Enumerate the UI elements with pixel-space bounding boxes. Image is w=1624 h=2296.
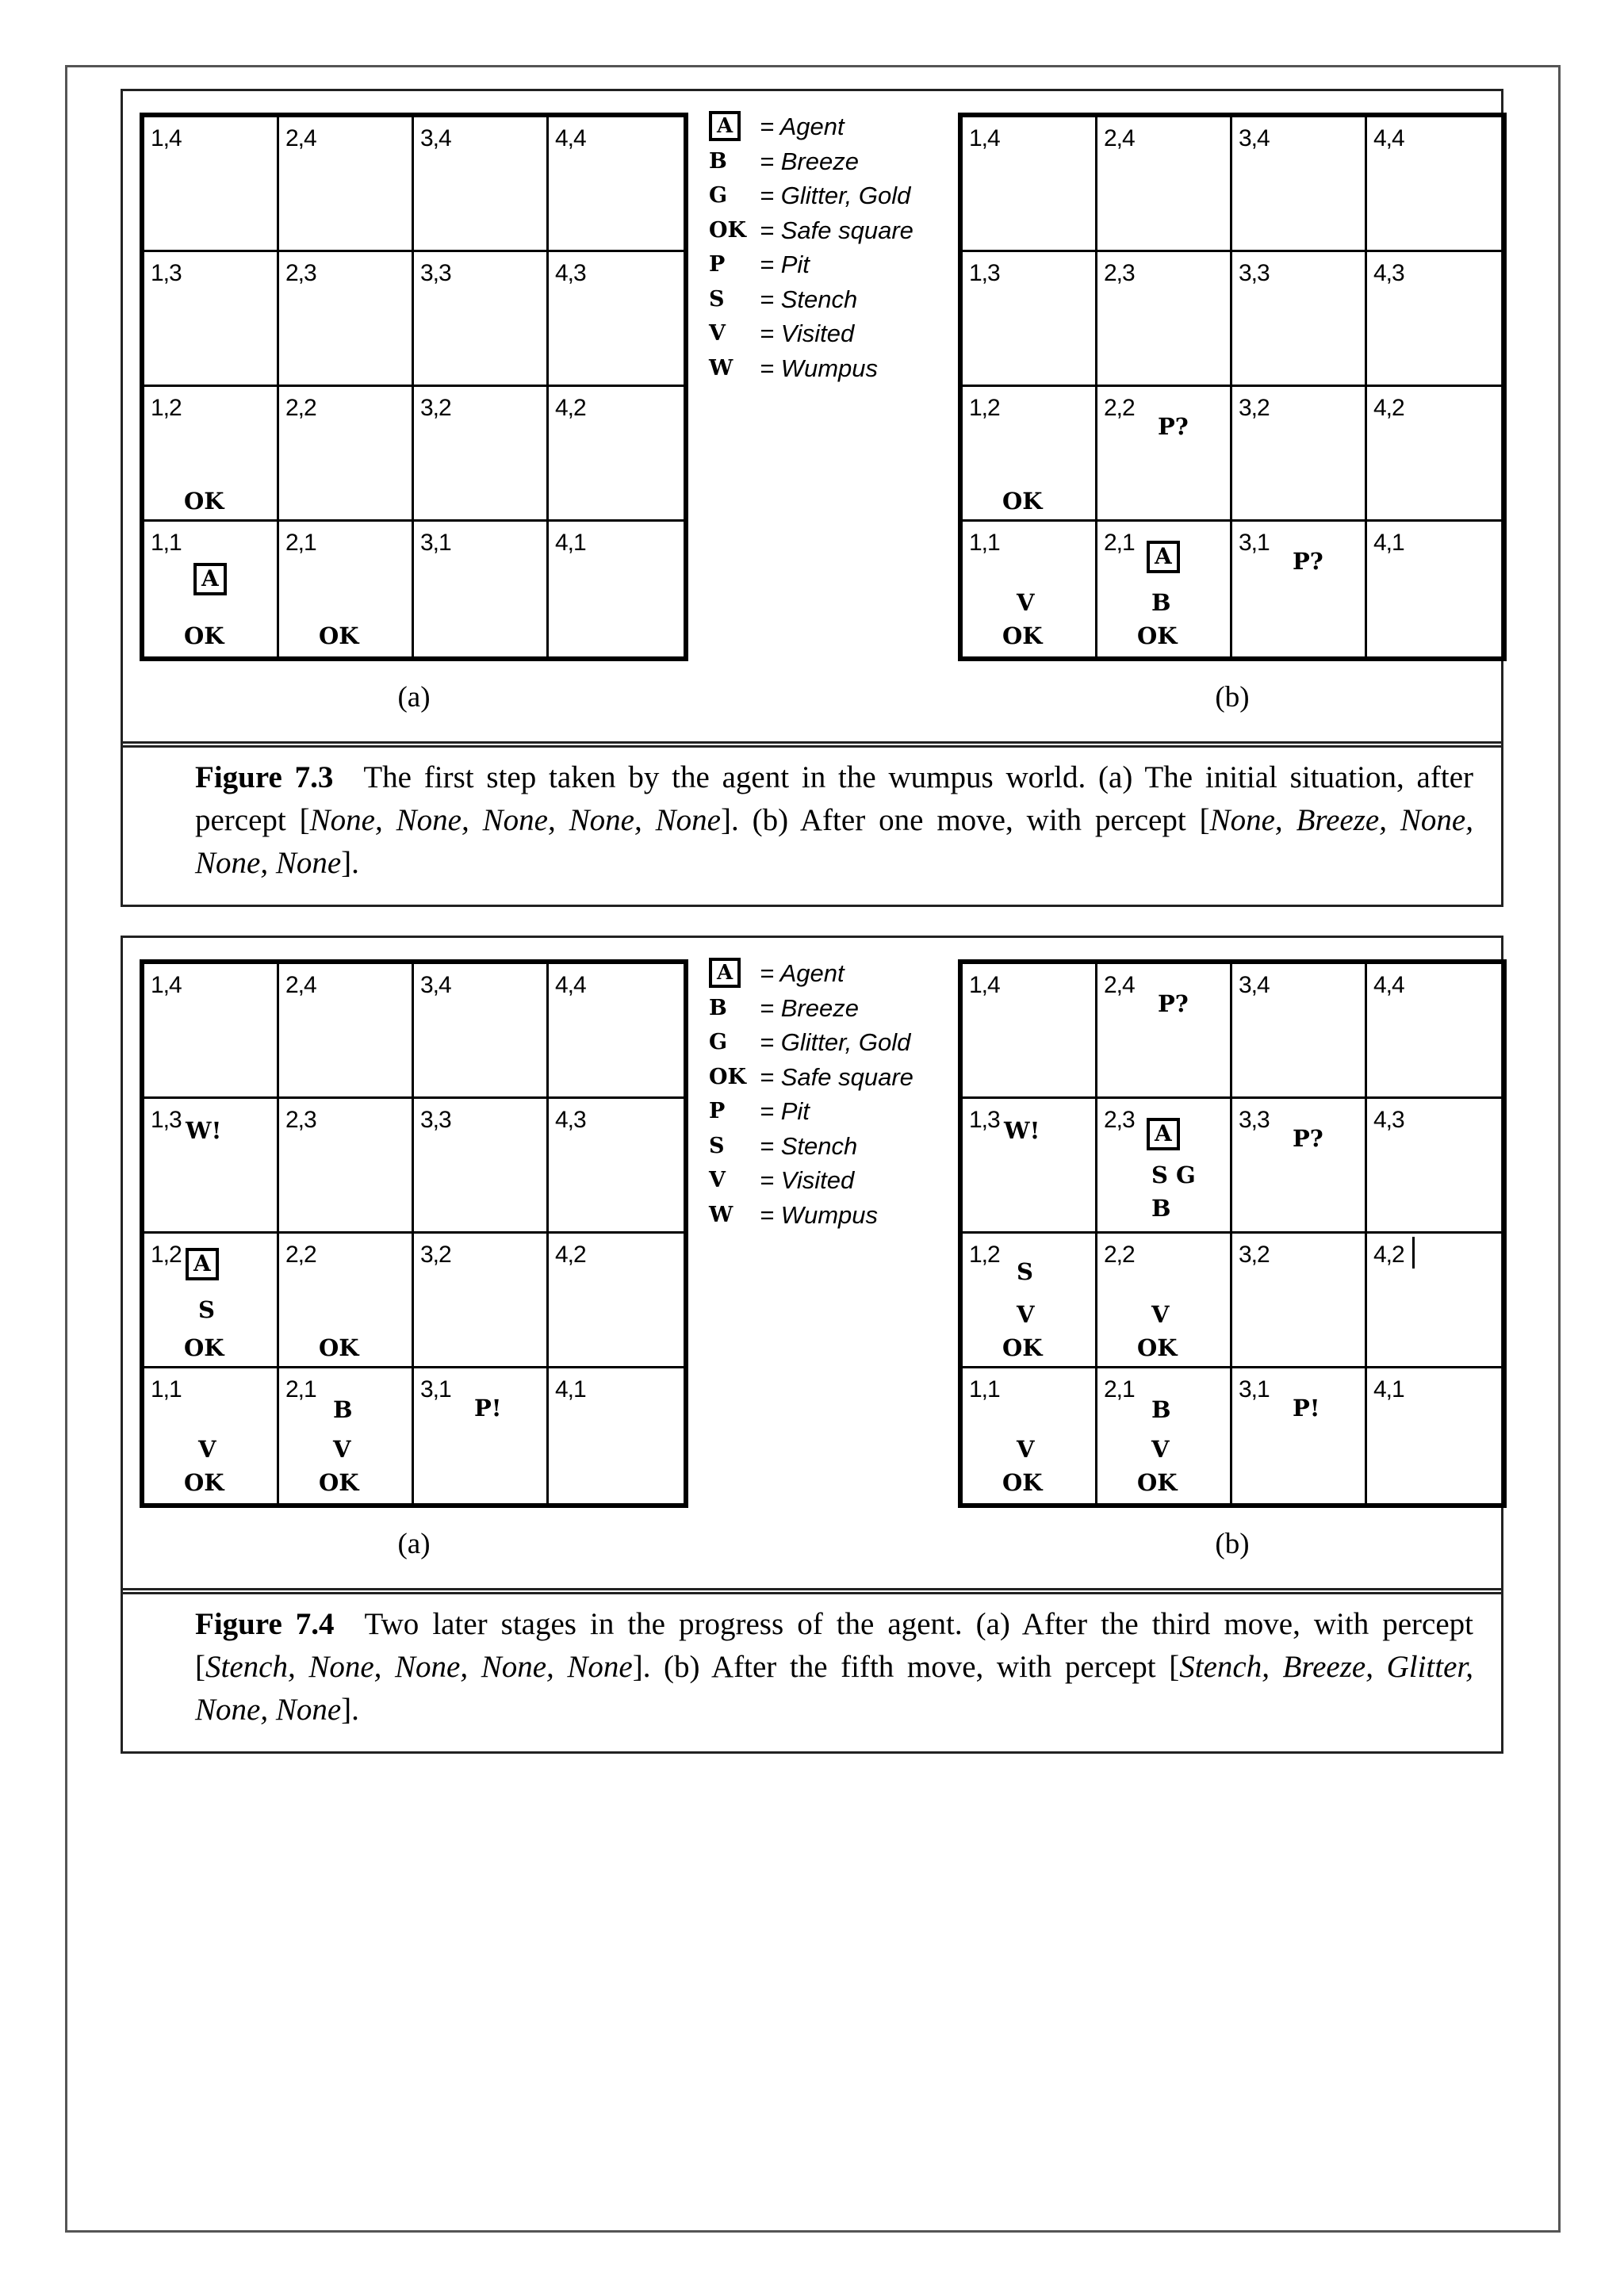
subfigure-label: (b) (1215, 1528, 1250, 1560)
grid-cell (144, 1234, 279, 1368)
cell-mark: OK (184, 622, 224, 649)
subfigure-label: (a) (397, 1528, 431, 1560)
legend-item (709, 1096, 971, 1127)
legend-symbol: OK (709, 1064, 746, 1089)
cell-mark: OK (1002, 622, 1043, 649)
grid-cell (279, 387, 414, 522)
cell-mark: S (198, 1296, 215, 1323)
grid-cell (279, 1368, 414, 1503)
cell-coordinate: 2,3 (285, 1107, 316, 1133)
cell-coordinate: 3,4 (1239, 125, 1270, 151)
cell-mark: B (333, 1396, 353, 1423)
legend-description: = Stench (760, 1131, 858, 1160)
grid-cell (1232, 1234, 1367, 1368)
legend-description: = Pit (760, 1097, 810, 1125)
wumpus-grid-7-4-b (958, 959, 1507, 1508)
agent-marker: A (1147, 541, 1180, 573)
legend-item (709, 180, 971, 212)
cell-coordinate: 1,2 (151, 395, 182, 421)
legend-item (709, 111, 971, 143)
cell-mark: W! (1004, 1117, 1040, 1144)
cell-coordinate: 2,2 (285, 1242, 316, 1268)
grid-cell (279, 117, 414, 252)
caption-text: ]. (b) After the fifth move, with percept [ (632, 1650, 1180, 1684)
cell-coordinate: 3,4 (420, 972, 451, 998)
cell-coordinate: 3,3 (1239, 260, 1270, 286)
grid-cell (1367, 387, 1502, 522)
cell-coordinate: 4,1 (555, 1376, 586, 1402)
legend-item (709, 1200, 971, 1231)
legend-symbol: W (709, 355, 733, 381)
cell-coordinate: 2,2 (285, 395, 316, 421)
grid-cell (549, 252, 684, 387)
legend-symbol: S (709, 286, 725, 312)
legend-item (709, 318, 971, 350)
cell-mark: OK (1137, 622, 1178, 649)
grid-cell (549, 522, 684, 656)
cell-coordinate: 3,1 (420, 1376, 451, 1402)
cell-coordinate: 1,2 (151, 1242, 182, 1268)
legend-symbol: P (709, 1099, 726, 1123)
grid-cell (144, 522, 279, 656)
legend-item (709, 1027, 971, 1058)
grid-cell (963, 964, 1097, 1099)
cell-coordinate: 3,2 (1239, 1242, 1270, 1268)
cell-coordinate: 1,1 (969, 1376, 1000, 1402)
cell-coordinate: 2,4 (285, 125, 316, 151)
grid-cell (414, 117, 549, 252)
cell-coordinate: 1,4 (151, 125, 182, 151)
grid-cell (1367, 117, 1502, 252)
figure-caption (195, 1603, 1473, 1732)
grid-cell (963, 252, 1097, 387)
grid-cell (1097, 387, 1232, 522)
figure-separator (123, 741, 1501, 748)
cell-mark: V (1151, 1301, 1170, 1328)
cell-coordinate: 1,2 (969, 395, 1000, 421)
legend-symbol: V (709, 1168, 726, 1192)
grid-cell (414, 964, 549, 1099)
cell-coordinate: 3,1 (1239, 530, 1270, 556)
cell-coordinate: 4,3 (1373, 1107, 1404, 1133)
cell-coordinate: 3,1 (1239, 1376, 1270, 1402)
subfigure-label: (b) (1215, 681, 1250, 714)
cell-coordinate: 1,3 (969, 260, 1000, 286)
grid-cell (1232, 1368, 1367, 1503)
legend-item (709, 284, 971, 316)
grid-cell (279, 522, 414, 656)
cell-coordinate: 3,3 (420, 260, 451, 286)
cell-mark: V (1017, 1301, 1035, 1328)
grid-cell (144, 1099, 279, 1234)
legend-item (709, 146, 971, 178)
grid-cell (1232, 522, 1367, 656)
cell-coordinate: 4,3 (555, 1107, 586, 1133)
wumpus-grid-7-3-b (958, 113, 1507, 661)
cell-coordinate: 1,4 (151, 972, 182, 998)
cell-mark: P? (1158, 990, 1189, 1017)
cell-mark: V (1017, 1436, 1035, 1463)
grid-cell (414, 1234, 549, 1368)
grid-cell (963, 1099, 1097, 1234)
cell-mark: OK (184, 1334, 224, 1361)
grid-cell (549, 1368, 684, 1503)
cell-coordinate: 2,2 (1104, 1242, 1135, 1268)
cell-coordinate: 2,1 (285, 530, 316, 556)
caption-text: ]. (b) After one move, with percept [ (720, 803, 1210, 837)
cell-coordinate: 3,2 (1239, 395, 1270, 421)
cell-mark: OK (1002, 1469, 1043, 1496)
legend-item (709, 1062, 971, 1093)
cell-mark: OK (1002, 488, 1043, 515)
legend-item (709, 1131, 971, 1162)
grid-cell (1097, 117, 1232, 252)
grid-cell (963, 117, 1097, 252)
cell-coordinate: 4,2 (1373, 395, 1404, 421)
legend-item (709, 215, 971, 247)
wumpus-grid-7-4-a (140, 959, 688, 1508)
legend-description: = Safe square (760, 216, 914, 244)
cell-coordinate: 2,1 (285, 1376, 316, 1402)
cell-mark: S (1017, 1258, 1033, 1285)
cell-coordinate: 4,4 (1373, 125, 1404, 151)
cell-mark: P? (1293, 548, 1323, 575)
grid-cell (414, 387, 549, 522)
cell-mark: OK (1002, 1334, 1043, 1361)
legend-symbol: P (709, 252, 726, 277)
grid-cell (1097, 522, 1232, 656)
cell-coordinate: 3,3 (1239, 1107, 1270, 1133)
cell-coordinate: 1,3 (969, 1107, 1000, 1133)
legend-symbol: A (709, 958, 741, 988)
cell-mark: P? (1158, 413, 1189, 440)
cell-mark: OK (319, 622, 359, 649)
grid-cell (1367, 1099, 1502, 1234)
legend-description: = Visited (760, 320, 855, 347)
agent-marker: A (1147, 1118, 1180, 1150)
legend-item (709, 1165, 971, 1196)
cell-coordinate: 1,3 (151, 1107, 182, 1133)
cell-coordinate: 4,3 (1373, 260, 1404, 286)
agent-marker: A (193, 563, 227, 595)
cell-coordinate: 4,1 (555, 530, 586, 556)
caption-text: Two later stages in the progress of the agent. (a) After the third move, with percept [ (195, 1607, 1473, 1684)
cell-coordinate: 1,2 (969, 1242, 1000, 1268)
legend-symbol: G (709, 1030, 728, 1054)
cell-mark: V (198, 1436, 216, 1463)
legend-description: = Glitter, Gold (760, 182, 911, 209)
grid-cell (279, 1234, 414, 1368)
cell-coordinate: 3,2 (420, 395, 451, 421)
cell-coordinate: 4,2 (555, 1242, 586, 1268)
cell-coordinate: 3,2 (420, 1242, 451, 1268)
figure-number: Figure 7.3 (195, 760, 334, 794)
cell-coordinate: 4,4 (555, 125, 586, 151)
grid-cell (1232, 252, 1367, 387)
legend-description: = Pit (760, 251, 810, 278)
grid-cell (144, 252, 279, 387)
grid-cell (1097, 1368, 1232, 1503)
grid-cell (144, 1368, 279, 1503)
grid-cell (414, 1099, 549, 1234)
legend-description: = Visited (760, 1166, 855, 1194)
legend-description: = Glitter, Gold (760, 1028, 911, 1056)
cell-coordinate: 2,2 (1104, 395, 1135, 421)
grid-cell (1232, 387, 1367, 522)
cell-coordinate: 4,1 (1373, 1376, 1404, 1402)
percept-text: Stench, None, None, None, None (205, 1650, 633, 1684)
agent-marker: A (186, 1248, 219, 1280)
legend-item (709, 993, 971, 1024)
legend-symbol: B (709, 995, 727, 1020)
cell-mark: OK (1137, 1469, 1178, 1496)
cell-coordinate: 1,4 (969, 125, 1000, 151)
grid-cell (963, 387, 1097, 522)
text-cursor (1412, 1237, 1415, 1269)
grid-cell (414, 522, 549, 656)
grid-cell (549, 964, 684, 1099)
legend-description: = Wumpus (760, 354, 879, 382)
legend-item (709, 958, 971, 989)
grid-cell (549, 387, 684, 522)
cell-coordinate: 2,4 (1104, 972, 1135, 998)
cell-mark: B (1151, 1396, 1171, 1423)
grid-cell (1097, 1099, 1232, 1234)
grid-cell (1097, 252, 1232, 387)
cell-coordinate: 4,4 (1373, 972, 1404, 998)
cell-coordinate: 2,3 (1104, 260, 1135, 286)
cell-mark: OK (319, 1469, 359, 1496)
legend-symbol: S (709, 1133, 725, 1158)
grid-cell (1367, 1368, 1502, 1503)
cell-coordinate: 4,1 (1373, 530, 1404, 556)
cell-mark: OK (184, 488, 224, 515)
cell-coordinate: 1,1 (969, 530, 1000, 556)
cell-coordinate: 2,1 (1104, 1376, 1135, 1402)
grid-cell (144, 964, 279, 1099)
grid-cell (1232, 1099, 1367, 1234)
subfigure-label: (a) (397, 681, 431, 714)
legend-symbol: A (709, 111, 741, 141)
cell-mark: OK (184, 1469, 224, 1496)
grid-cell (1367, 522, 1502, 656)
cell-coordinate: 1,1 (151, 1376, 182, 1402)
legend-description: = Wumpus (760, 1200, 879, 1229)
caption-text: The first step taken by the agent in the wumpus world. (a) The initial situation, after percept [ (195, 760, 1473, 837)
grid-cell (414, 1368, 549, 1503)
cell-mark: P! (1293, 1395, 1320, 1422)
cell-coordinate: 4,2 (555, 395, 586, 421)
grid-cell (963, 1234, 1097, 1368)
percept-text: Stench, Breeze, Glitter, None, None (195, 1650, 1473, 1727)
legend-symbol: V (709, 321, 726, 346)
cell-mark: V (333, 1436, 351, 1463)
cell-coordinate: 2,4 (1104, 125, 1135, 151)
cell-coordinate: 3,1 (420, 530, 451, 556)
legend-item (709, 249, 971, 281)
grid-cell (1232, 117, 1367, 252)
wumpus-grid-7-3-a (140, 113, 688, 661)
cell-coordinate: 2,3 (285, 260, 316, 286)
cell-coordinate: 3,4 (1239, 972, 1270, 998)
grid-cell (279, 1099, 414, 1234)
cell-coordinate: 3,4 (420, 125, 451, 151)
grid-cell (1367, 1234, 1502, 1368)
cell-coordinate: 1,1 (151, 530, 182, 556)
grid-cell (279, 964, 414, 1099)
cell-coordinate: 4,4 (555, 972, 586, 998)
legend-description: = Agent (760, 113, 845, 140)
cell-mark: OK (319, 1334, 359, 1361)
caption-text: ]. (341, 846, 359, 880)
grid-cell (549, 117, 684, 252)
cell-mark: B (1151, 589, 1171, 616)
cell-mark: P! (474, 1395, 502, 1422)
grid-cell (144, 387, 279, 522)
grid-cell (1232, 964, 1367, 1099)
cell-coordinate: 4,3 (555, 260, 586, 286)
legend-description: = Safe square (760, 1062, 914, 1091)
legend-description: = Agent (760, 959, 845, 987)
cell-mark: V (1151, 1436, 1170, 1463)
cell-mark: S G (1151, 1161, 1196, 1188)
cell-coordinate: 2,3 (1104, 1107, 1135, 1133)
cell-coordinate: 4,2 (1373, 1242, 1404, 1268)
cell-mark: V (1017, 589, 1035, 616)
grid-cell (144, 117, 279, 252)
legend-symbol: OK (709, 217, 746, 243)
legend-description: = Stench (760, 285, 858, 313)
cell-mark: B (1151, 1195, 1171, 1222)
grid-cell (963, 1368, 1097, 1503)
grid-cell (549, 1099, 684, 1234)
cell-mark: OK (1137, 1334, 1178, 1361)
cell-coordinate: 3,3 (420, 1107, 451, 1133)
cell-coordinate: 1,4 (969, 972, 1000, 998)
figure-number: Figure 7.4 (195, 1607, 335, 1641)
cell-coordinate: 2,1 (1104, 530, 1135, 556)
cell-mark: P? (1293, 1125, 1323, 1152)
cell-mark: W! (186, 1117, 222, 1144)
cell-coordinate: 1,3 (151, 260, 182, 286)
figure-separator (123, 1588, 1501, 1594)
grid-cell (963, 522, 1097, 656)
figure-caption (195, 756, 1473, 885)
grid-cell (414, 252, 549, 387)
legend-symbol: G (709, 183, 728, 208)
cell-coordinate: 2,4 (285, 972, 316, 998)
legend-symbol: B (709, 148, 727, 174)
grid-cell (1367, 252, 1502, 387)
grid-cell (1097, 1234, 1232, 1368)
legend-symbol: W (709, 1202, 733, 1227)
legend-description: = Breeze (760, 147, 859, 175)
caption-text: ]. (341, 1693, 359, 1727)
grid-cell (1097, 964, 1232, 1099)
percept-text: None, None, None, None, None (309, 803, 721, 837)
grid-cell (279, 252, 414, 387)
grid-cell (549, 1234, 684, 1368)
legend-item (709, 353, 971, 385)
legend-description: = Breeze (760, 993, 859, 1022)
grid-cell (1367, 964, 1502, 1099)
percept-text: None, Breeze, None, None, None (195, 803, 1473, 880)
